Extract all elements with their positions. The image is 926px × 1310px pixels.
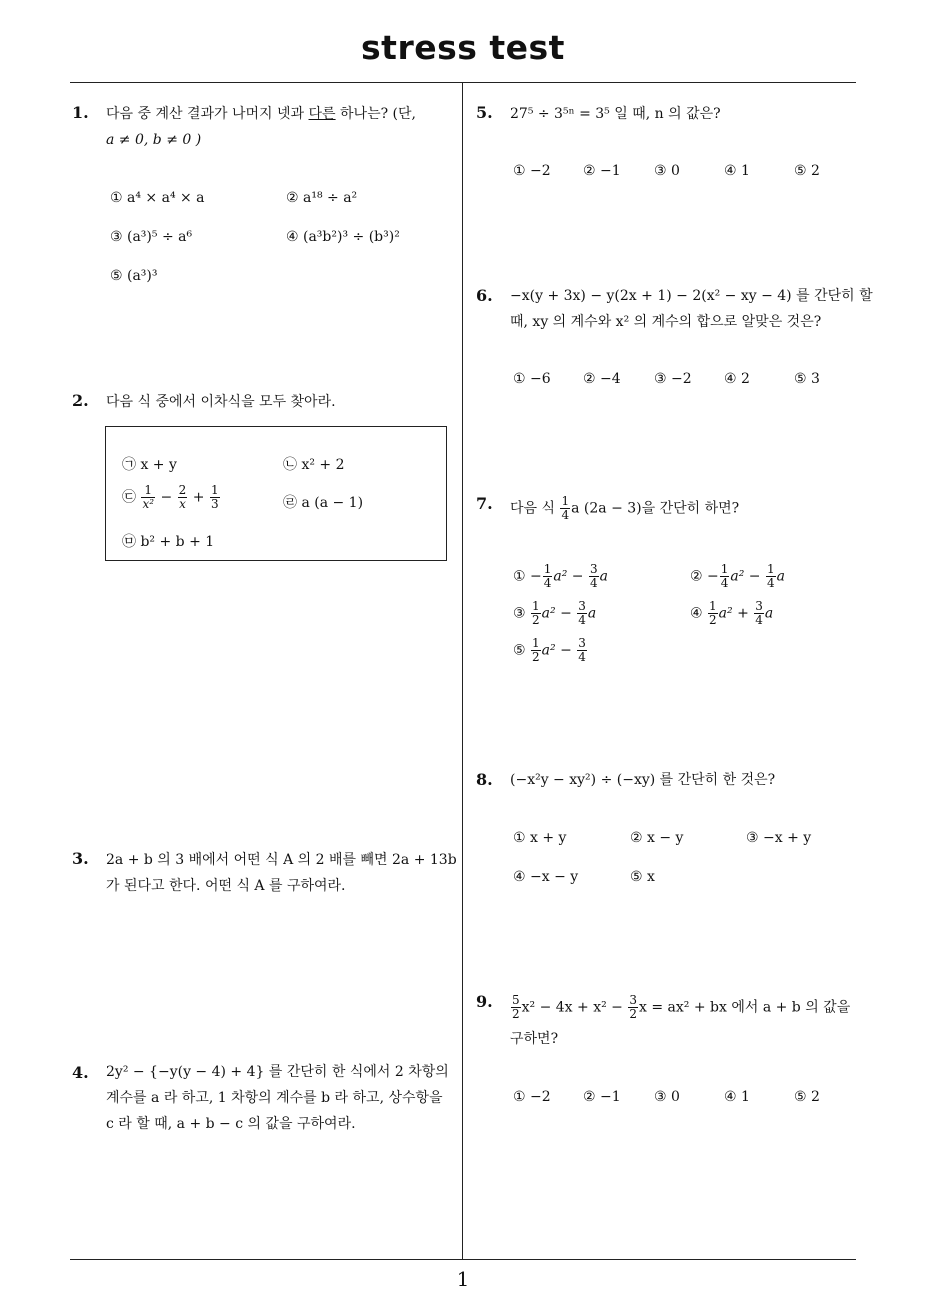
option-2[interactable]: [690, 563, 785, 590]
column-divider: [462, 83, 463, 1260]
option-1[interactable]: ① −2: [513, 1089, 551, 1105]
option-mark: ④: [690, 605, 703, 622]
question-text-line3: c 라 할 때, a + b − c 의 값을 구하여라.: [106, 1116, 356, 1132]
term: a² −: [541, 605, 572, 622]
frac-den: 4: [589, 576, 598, 590]
box-item-2: ㉡ x² + 2: [283, 457, 345, 473]
option-3[interactable]: ③ (a³)⁵ ÷ a⁶: [110, 229, 193, 245]
term: a: [776, 568, 785, 585]
operator: −: [160, 489, 173, 506]
option-5[interactable]: ⑤ 2: [794, 1089, 820, 1105]
bottom-rule: [70, 1259, 856, 1260]
sign: −: [530, 568, 542, 585]
question-text: [106, 102, 416, 127]
option-mark: ③: [513, 605, 526, 622]
question-text-line1: 2a + b 의 3 배에서 어떤 식 A 의 2 배를 빼면 2a + 13b: [106, 852, 457, 868]
option-5[interactable]: [513, 637, 588, 664]
option-4[interactable]: ④ (a³b²)³ ÷ (b³)²: [286, 229, 400, 245]
box-item-5: ㉤ b² + b + 1: [122, 534, 215, 550]
question-number: 1.: [72, 103, 89, 122]
frac-den: 3: [210, 497, 219, 511]
option-1[interactable]: ① −2: [513, 163, 551, 179]
question-number: 8.: [476, 770, 493, 789]
frac-num: 3: [578, 599, 586, 613]
term: a: [587, 605, 597, 622]
option-3[interactable]: [513, 600, 596, 627]
option-1[interactable]: [513, 563, 608, 590]
frac-num: 1: [720, 562, 729, 576]
question-text-part: x = ax² + bx 에서 a + b 의 값을: [639, 999, 851, 1016]
question-number: 9.: [476, 992, 493, 1011]
frac-num: 1: [210, 483, 219, 497]
option-mark: ②: [690, 568, 703, 585]
frac-num: 3: [589, 562, 598, 576]
option-1[interactable]: ① x + y: [513, 830, 567, 846]
option-4[interactable]: ④ 2: [724, 371, 750, 387]
frac-den: 4: [561, 508, 570, 522]
frac-den: 4: [766, 576, 775, 590]
frac-num: 1: [561, 494, 570, 508]
frac-num: 5: [512, 993, 520, 1007]
question-number: 2.: [72, 391, 89, 410]
box-item-3: [122, 484, 221, 511]
box-item-4: ㉣ a (a − 1): [283, 495, 364, 511]
option-3[interactable]: ③ 0: [654, 1089, 680, 1105]
frac-den: 4: [720, 576, 729, 590]
question-text-part: 다음 중 계산 결과가 나머지 넷과: [106, 106, 309, 122]
frac-den: 2: [532, 650, 540, 664]
question-text-part: 하나는? (단,: [335, 106, 416, 122]
term: a² +: [718, 605, 749, 622]
frac-num: 3: [755, 599, 763, 613]
option-4[interactable]: ④ 1: [724, 163, 750, 179]
question-text-part: 다음 식: [510, 500, 556, 517]
option-1[interactable]: ① −6: [513, 371, 551, 387]
question-text-line1: −x(y + 3x) − y(2x + 1) − 2(x² − xy − 4) 를 간단히 할: [510, 288, 873, 304]
frac-den: 2: [532, 613, 540, 627]
frac-den: 2: [629, 1007, 637, 1021]
frac-den: x: [179, 497, 186, 511]
question-number: 4.: [72, 1063, 89, 1082]
term: a: [599, 568, 608, 585]
frac-num: 2: [178, 483, 187, 497]
question-text-part: x² − 4x + x² −: [521, 999, 623, 1016]
operator: +: [192, 489, 205, 506]
frac-num: 1: [532, 599, 540, 613]
question-text-line2: 가 된다고 한다. 어떤 식 A 를 구하여라.: [106, 878, 346, 894]
option-3[interactable]: ③ −2: [654, 371, 692, 387]
frac-num: 1: [532, 636, 540, 650]
question-number: 3.: [72, 849, 89, 868]
option-5[interactable]: ⑤ (a³)³: [110, 268, 158, 284]
frac-den: 4: [543, 576, 552, 590]
question-text: (−x²y − xy²) ÷ (−xy) 를 간단히 한 것은?: [510, 772, 776, 788]
frac-den: x²: [142, 497, 155, 511]
question-condition: a ≠ 0, b ≠ 0 ): [106, 132, 202, 148]
option-4[interactable]: [690, 600, 773, 627]
underlined-word: 다른: [308, 106, 336, 122]
question-number: 5.: [476, 103, 493, 122]
option-3[interactable]: ③ −x + y: [746, 830, 812, 846]
question-number: 7.: [476, 494, 493, 513]
frac-num: 1: [543, 562, 552, 576]
sign: −: [707, 568, 719, 585]
page-number: 1: [456, 1267, 470, 1291]
frac-num: 3: [629, 993, 637, 1007]
question-text-part: a (2a − 3)을 간단히 하면?: [571, 500, 740, 517]
top-rule: [70, 82, 856, 83]
frac-den: 4: [755, 613, 763, 627]
question-text-line2: 때, xy 의 계수와 x² 의 계수의 합으로 알맞은 것은?: [510, 314, 822, 330]
frac-num: 1: [709, 599, 717, 613]
option-4[interactable]: ④ 1: [724, 1089, 750, 1105]
frac-den: 4: [578, 650, 586, 664]
option-2[interactable]: ② a¹⁸ ÷ a²: [286, 190, 358, 206]
term: a² −: [541, 642, 572, 659]
question-text: [510, 495, 739, 522]
frac-den: 2: [709, 613, 717, 627]
box-item-1: ㉠ x + y: [122, 457, 177, 473]
question-text-line1: 2y² − {−y(y − 4) + 4} 를 간단히 한 식에서 2 차항의: [106, 1064, 449, 1080]
option-3[interactable]: ③ 0: [654, 163, 680, 179]
page-title: stress test: [361, 28, 565, 67]
term: a² −: [730, 568, 761, 585]
option-5[interactable]: ⑤ 2: [794, 163, 820, 179]
frac-num: 3: [578, 636, 586, 650]
term: a² −: [553, 568, 584, 585]
term: a: [764, 605, 774, 622]
option-2[interactable]: ② −1: [583, 163, 621, 179]
question-text-line2: 구하면?: [510, 1031, 559, 1047]
option-5[interactable]: ⑤ x: [630, 869, 655, 885]
option-5[interactable]: ⑤ 3: [794, 371, 820, 387]
question-number: 6.: [476, 286, 493, 305]
option-2[interactable]: ② −1: [583, 1089, 621, 1105]
frac-num: 1: [766, 562, 775, 576]
option-2[interactable]: ② x − y: [630, 830, 684, 846]
frac-num: 1: [141, 484, 155, 498]
question-text: 다음 식 중에서 이차식을 모두 찾아라.: [106, 394, 336, 410]
question-text-line1: [510, 994, 850, 1021]
option-4[interactable]: ④ −x − y: [513, 869, 579, 885]
frac-den: 2: [512, 1007, 520, 1021]
option-mark: ①: [513, 568, 526, 585]
option-1[interactable]: ① a⁴ × a⁴ × a: [110, 190, 205, 206]
item-mark: ㉢: [122, 489, 136, 506]
option-2[interactable]: ② −4: [583, 371, 621, 387]
frac-den: 4: [578, 613, 586, 627]
question-text-line2: 계수를 a 라 하고, 1 차항의 계수를 b 라 하고, 상수항을: [106, 1090, 443, 1106]
question-text: 27⁵ ÷ 3⁵ⁿ = 3⁵ 일 때, n 의 값은?: [510, 106, 721, 122]
option-mark: ⑤: [513, 642, 526, 659]
